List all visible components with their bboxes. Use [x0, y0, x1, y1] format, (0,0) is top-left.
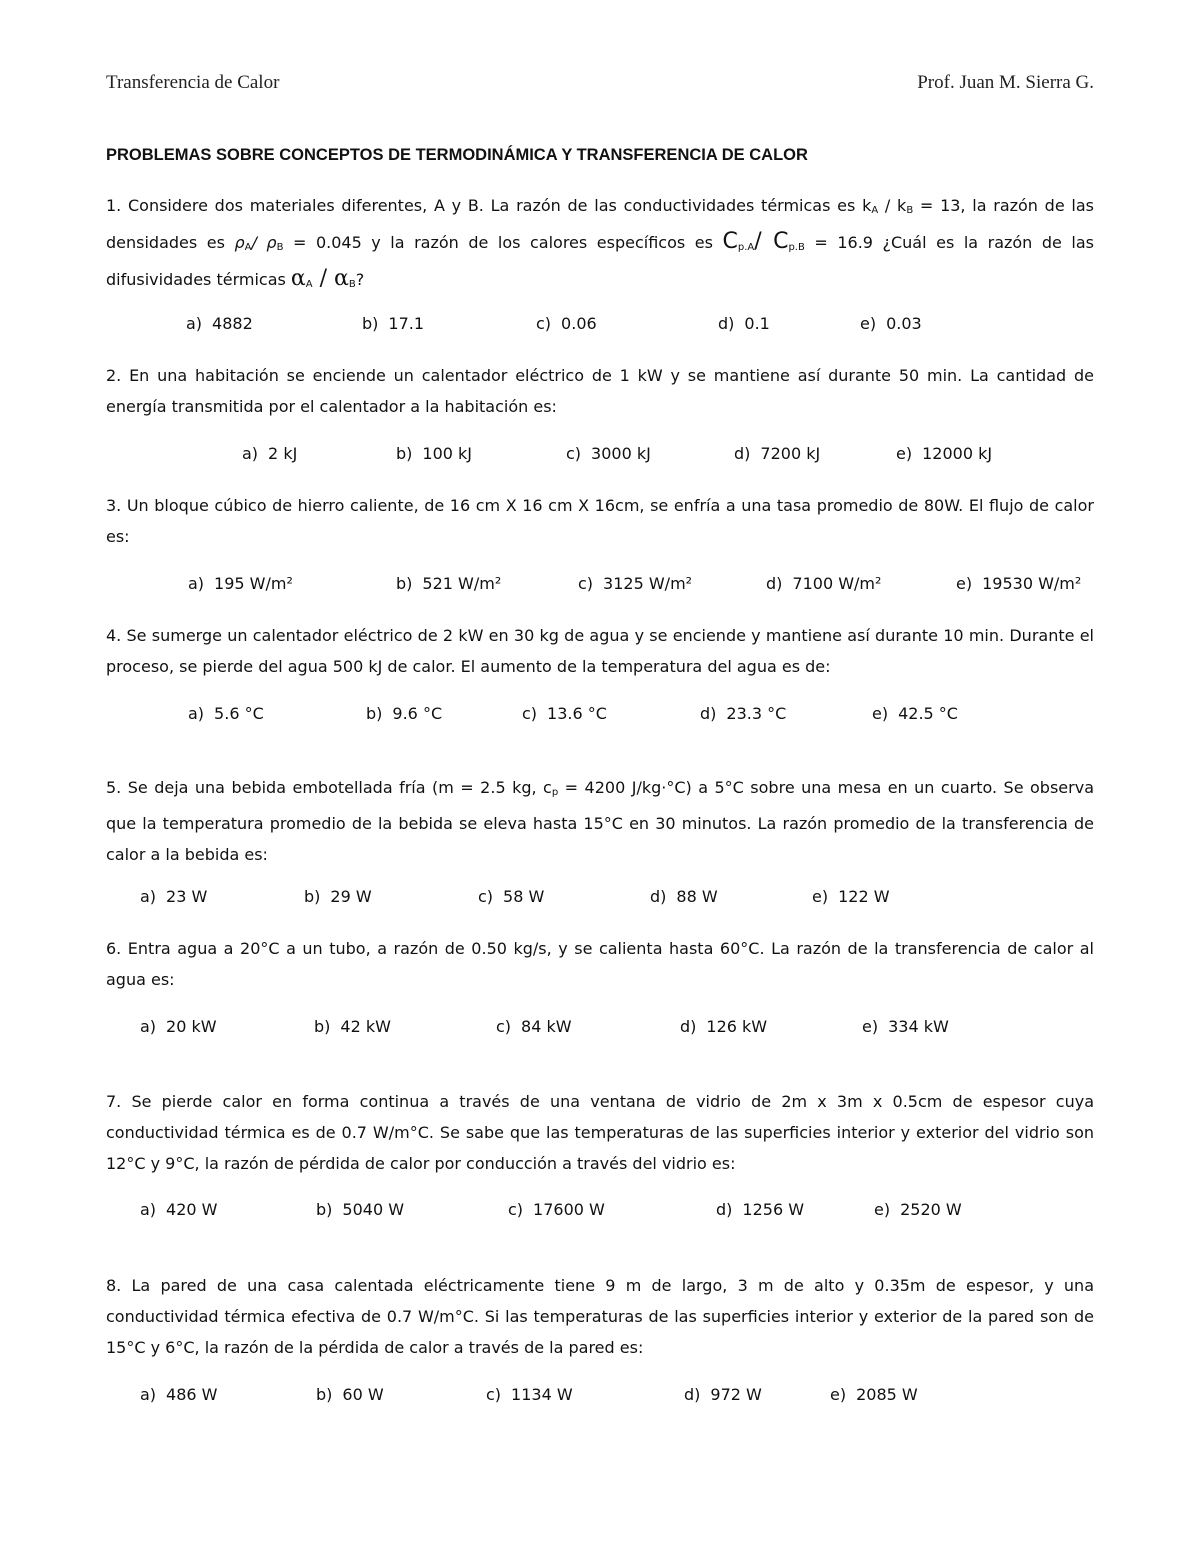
question-2: 2. En una habitación se enciende un calentador eléctrico de 1 kW y se mantiene así durante 50 min. La cantidad de energía transmitida por el calentador a la habitación es:: [106, 366, 1094, 416]
answer-option[interactable]: d) 126 kW: [680, 1017, 768, 1036]
answer-option[interactable]: a) 420 W: [140, 1200, 218, 1219]
answer-option[interactable]: a) 23 W: [140, 887, 208, 906]
question-number: 2.: [106, 366, 122, 385]
answer-option[interactable]: c) 3125 W/m²: [578, 574, 693, 593]
answer-option[interactable]: a) 195 W/m²: [188, 574, 293, 593]
question-8: 8. La pared de una casa calentada eléctricamente tiene 9 m de largo, 3 m de alto y 0.35m de espesor, y una conductividad térmica efectiva de 0.7 W/m°C. Si las temperaturas de las superficies interior y exterior de la pared son de 15°C y 6°C, la razón de la pérdida de calor a través de la pared es:: [106, 1276, 1094, 1357]
answer-option[interactable]: e) 12000 kJ: [896, 444, 993, 463]
answer-option[interactable]: c) 1134 W: [486, 1385, 573, 1404]
answer-option[interactable]: e) 122 W: [812, 887, 890, 906]
header-professor: Prof. Juan M. Sierra G.: [917, 72, 1094, 93]
answer-option[interactable]: d) 7200 kJ: [734, 444, 821, 463]
question-6: 6. Entra agua a 20°C a un tubo, a razón de 0.50 kg/s, y se calienta hasta 60°C. La razón de la transferencia de calor al agua es:: [106, 939, 1094, 989]
answer-option[interactable]: c) 58 W: [478, 887, 545, 906]
answer-option[interactable]: b) 17.1: [362, 314, 425, 333]
answer-option[interactable]: d) 23.3 °C: [700, 704, 787, 723]
answer-option[interactable]: b) 9.6 °C: [366, 704, 443, 723]
answer-option[interactable]: e) 19530 W/m²: [956, 574, 1082, 593]
question-number: 3.: [106, 496, 122, 515]
question-number: 4.: [106, 626, 122, 645]
question-number: 7.: [106, 1092, 122, 1111]
answer-option[interactable]: d) 1256 W: [716, 1200, 805, 1219]
answer-option[interactable]: c) 3000 kJ: [566, 444, 651, 463]
question-1: 1. Considere dos materiales diferentes, A y B. La razón de las conductividades térmicas es $k_A / k_B = 13$, la razón de las densidades es $\rho_A/$ $\rho_B = 0.045$ y la razón de los calores específicos es $C_{p.A}/$ $C_{p.B} = 16.9$ ¿Cuál es la razón de las difusividades térmicas $\alpha_A / \alpha_B$?: [106, 196, 1094, 291]
answer-option[interactable]: e) 2520 W: [874, 1200, 962, 1219]
answer-option[interactable]: e) 0.03: [860, 314, 922, 333]
answer-option[interactable]: b) 5040 W: [316, 1200, 405, 1219]
question-number: 8.: [106, 1276, 122, 1295]
answer-option[interactable]: d) 88 W: [650, 887, 718, 906]
question-number: 6.: [106, 939, 122, 958]
answer-option[interactable]: e) 42.5 °C: [872, 704, 958, 723]
answer-option[interactable]: c) 0.06: [536, 314, 597, 333]
answer-option[interactable]: a) 4882: [186, 314, 253, 333]
answer-option[interactable]: c) 84 kW: [496, 1017, 572, 1036]
answer-option[interactable]: c) 13.6 °C: [522, 704, 607, 723]
question-number: 5.: [106, 778, 122, 797]
question-4: 4. Se sumerge un calentador eléctrico de 2 kW en 30 kg de agua y se enciende y mantiene así durante 10 min. Durante el proceso, se pierde del agua 500 kJ de calor. El aumento de la temperatura del agua es de:: [106, 626, 1094, 676]
answer-option[interactable]: a) 2 kJ: [242, 444, 298, 463]
answer-option[interactable]: a) 486 W: [140, 1385, 218, 1404]
answer-option[interactable]: e) 334 kW: [862, 1017, 949, 1036]
answer-option[interactable]: b) 29 W: [304, 887, 372, 906]
answer-option[interactable]: b) 521 W/m²: [396, 574, 502, 593]
header-course: Transferencia de Calor: [106, 72, 280, 93]
answer-option[interactable]: b) 42 kW: [314, 1017, 391, 1036]
question-number: 1.: [106, 196, 122, 215]
answer-option[interactable]: b) 100 kJ: [396, 444, 473, 463]
question-3: 3. Un bloque cúbico de hierro caliente, de 16 cm X 16 cm X 16cm, se enfría a una tasa promedio de 80W. El flujo de calor es:: [106, 496, 1094, 546]
answer-option[interactable]: b) 60 W: [316, 1385, 384, 1404]
answer-option[interactable]: c) 17600 W: [508, 1200, 605, 1219]
answer-option[interactable]: d) 972 W: [684, 1385, 762, 1404]
answer-option[interactable]: a) 5.6 °C: [188, 704, 264, 723]
question-5: 5. Se deja una bebida embotellada fría (m = 2.5 kg, $c_p = 4200$ J/kg·°C) a 5°C sobre una mesa en un cuarto. Se observa que la temperatura promedio de la bebida se eleva hasta 15°C en 30 minutos. La razón promedio de la transferencia de calor a la bebida es:: [106, 778, 1094, 864]
question-7: 7. Se pierde calor en forma continua a través de una ventana de vidrio de 2m x 3m x 0.5cm de espesor cuya conductividad térmica es de 0.7 W/m°C. Se sabe que las temperaturas de las superficies interior y exterior del vidrio son 12°C y 9°C, la razón de pérdida de calor por conducción a través del vidrio es:: [106, 1092, 1094, 1173]
answer-option[interactable]: d) 7100 W/m²: [766, 574, 882, 593]
document-title: PROBLEMAS SOBRE CONCEPTOS DE TERMODINÁMICA Y TRANSFERENCIA DE CALOR: [106, 146, 808, 164]
answer-option[interactable]: d) 0.1: [718, 314, 770, 333]
answer-option[interactable]: e) 2085 W: [830, 1385, 918, 1404]
answer-option[interactable]: a) 20 kW: [140, 1017, 217, 1036]
